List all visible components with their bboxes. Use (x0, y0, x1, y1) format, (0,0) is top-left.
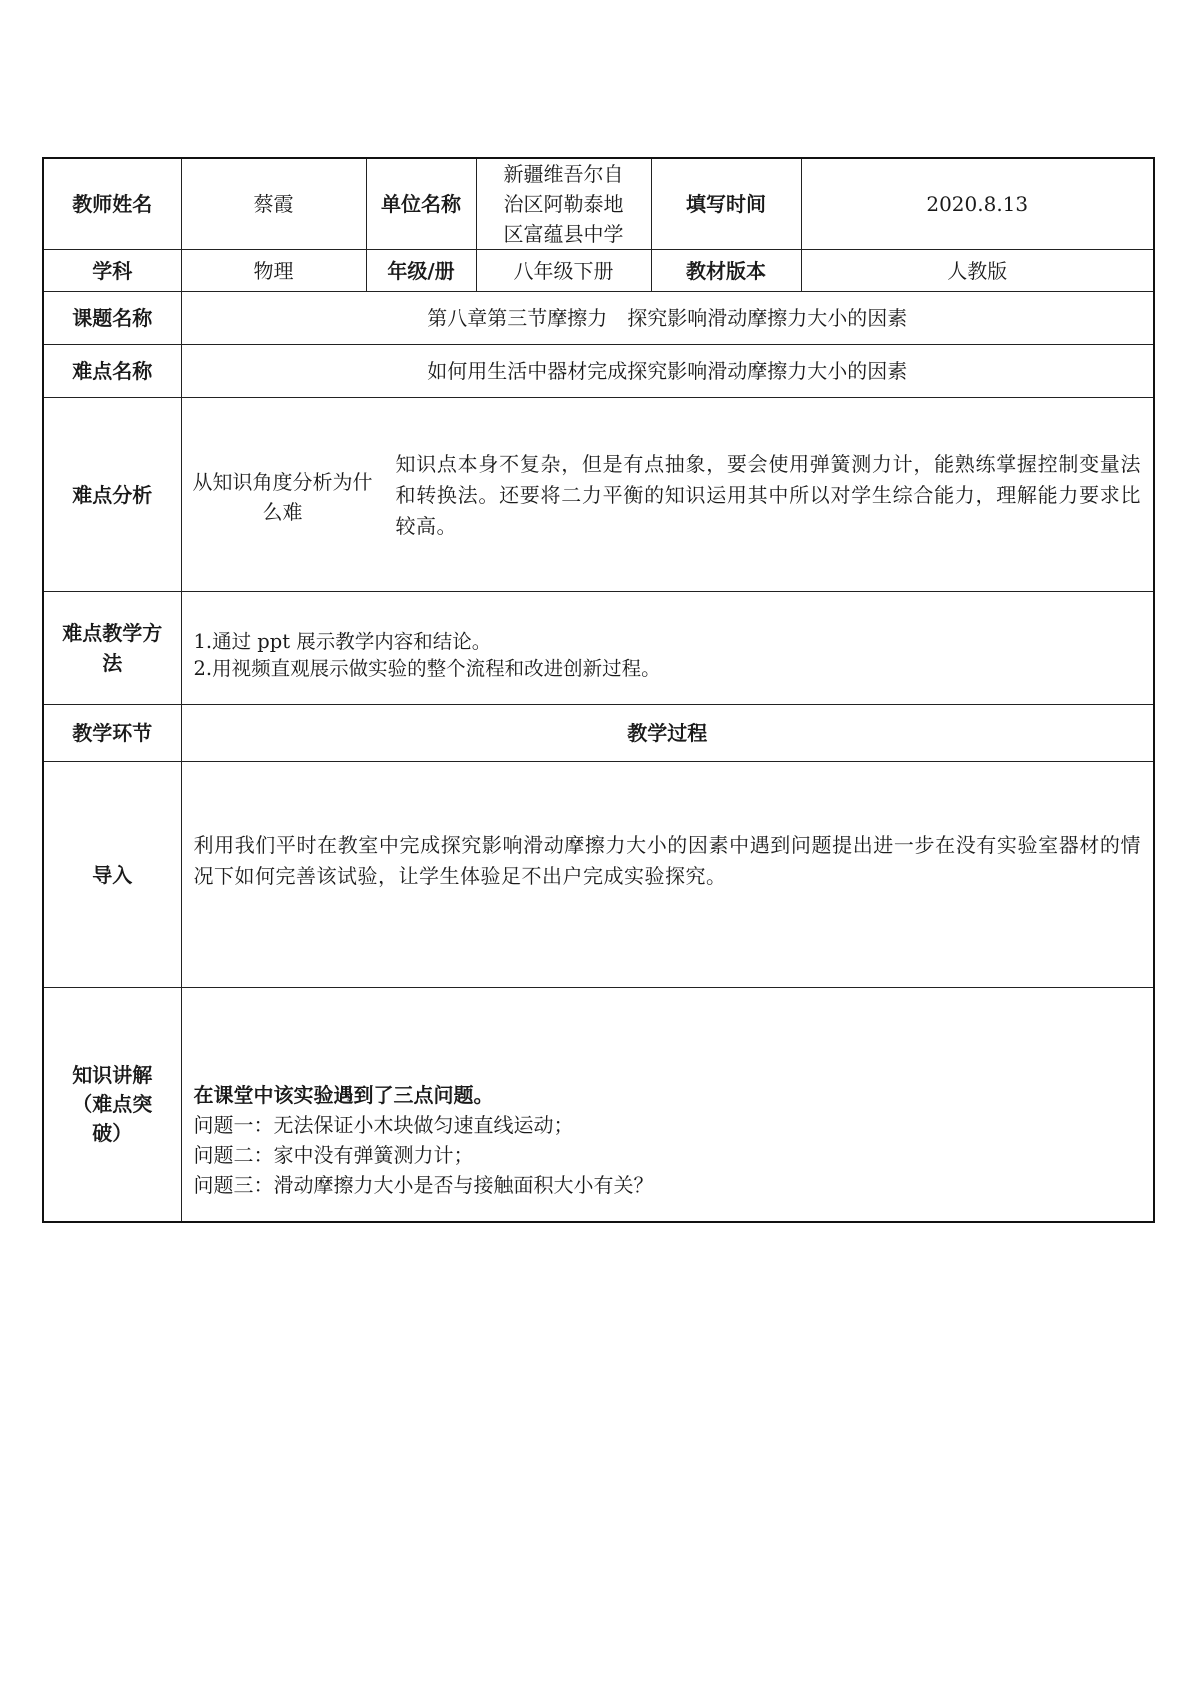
topic-value: 第八章第三节摩擦力 探究影响滑动摩擦力大小的因素 (181, 292, 1154, 345)
method-line-1: 1.通过 ppt 展示教学内容和结论。 (193, 630, 492, 653)
row-difficulty (43, 345, 1154, 398)
analysis-cell (181, 398, 1154, 592)
edition-label: 教材版本 (651, 250, 801, 292)
intro-text: 利用我们平时在教室中完成探究影响滑动摩擦力大小的因素中遇到问题提出进一步在没有实验室器材的情况下如何完善该试验，让学生体验足不出户完成实验探究。 (181, 762, 1154, 988)
unit-name-value: 新疆维吾尔自治区阿勒泰地区富蕴县中学 (476, 158, 651, 250)
teacher-name-label: 教师姓名 (43, 158, 181, 250)
method-cell (181, 592, 1154, 705)
teaching-process-heading: 教学过程 (181, 705, 1154, 762)
method-line-2: 2.用视频直观展示做实验的整个流程和改进创新过程。 (193, 657, 661, 681)
fill-time-label: 填写时间 (651, 158, 801, 250)
subject-label: 学科 (43, 250, 181, 292)
difficulty-value: 如何用生活中器材完成探究影响滑动摩擦力大小的因素 (181, 345, 1154, 398)
analysis-text: 知识点本身不复杂，但是有点抽象，要会使用弹簧测力计，能熟练掌握控制变量法和转换法。还要将二力平衡的知识运用其中所以对学生综合能力，理解能力要求比较高。 (395, 451, 1141, 538)
row-teacher-info (43, 158, 1154, 250)
topic-label: 课题名称 (43, 292, 181, 345)
row-section-head (43, 705, 1154, 762)
knowledge-heading: 在课堂中该实验遇到了三点问题。 (193, 1083, 494, 1107)
method-label: 难点教学方法 (43, 592, 181, 705)
grade-value: 八年级下册 (476, 250, 651, 292)
teaching-stage-label: 教学环节 (43, 705, 181, 762)
row-course-info (43, 250, 1154, 292)
knowledge-label: 知识讲解（难点突破） (43, 988, 181, 1222)
analysis-sublabel: 从知识角度分析为什么难 (192, 469, 373, 524)
analysis-label: 难点分析 (43, 398, 181, 592)
intro-label: 导入 (43, 762, 181, 988)
row-method (43, 592, 1154, 705)
grade-label: 年级/册 (366, 250, 476, 292)
knowledge-line-2: 问题二：家中没有弹簧测力计； (193, 1143, 474, 1167)
row-intro (43, 762, 1154, 988)
row-knowledge (43, 988, 1154, 1222)
knowledge-line-1: 问题一：无法保证小木块做匀速直线运动； (193, 1113, 574, 1137)
analysis-inner (182, 399, 1154, 591)
knowledge-cell (181, 988, 1154, 1222)
fill-time-value: 2020.8.13 (801, 158, 1154, 250)
row-topic (43, 292, 1154, 345)
lesson-plan-table (42, 157, 1155, 1223)
row-analysis (43, 398, 1154, 592)
difficulty-label: 难点名称 (43, 345, 181, 398)
subject-value: 物理 (181, 250, 366, 292)
unit-name-label: 单位名称 (366, 158, 476, 250)
edition-value: 人教版 (801, 250, 1154, 292)
knowledge-line-3: 问题三：滑动摩擦力大小是否与接触面积大小有关？ (193, 1173, 654, 1197)
teacher-name-value: 蔡霞 (181, 158, 366, 250)
